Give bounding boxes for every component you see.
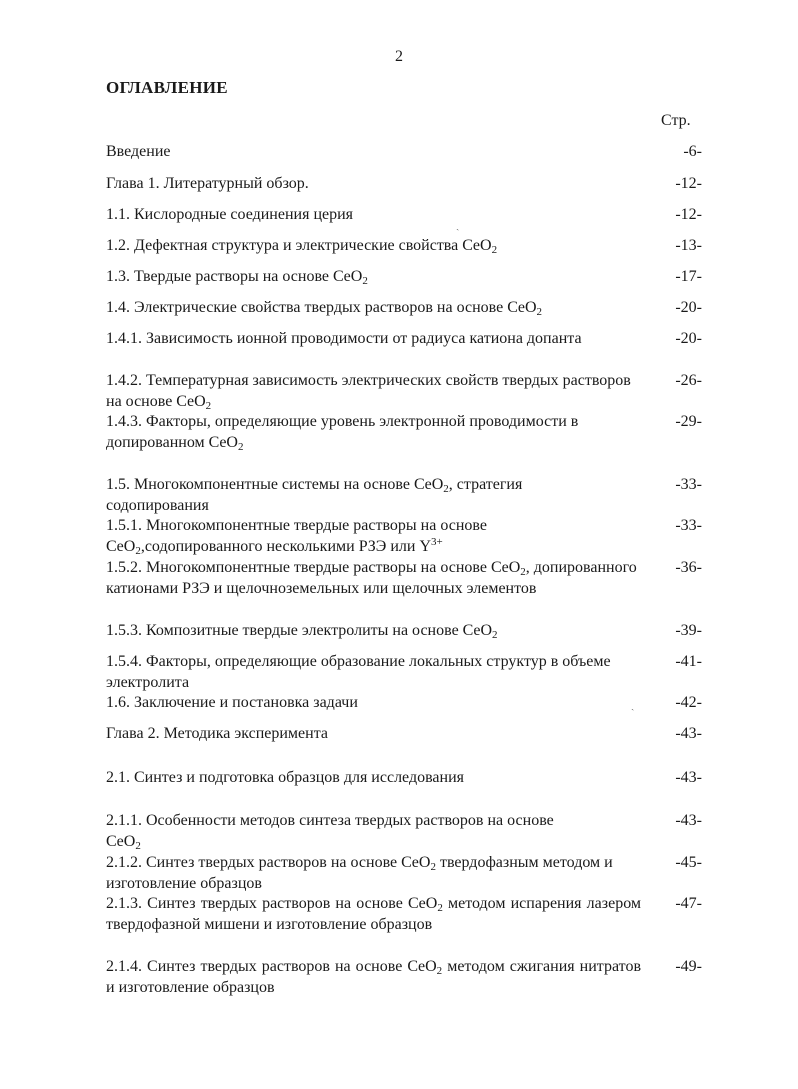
toc-entry-page: -43-: [675, 812, 702, 829]
toc-entry-page: -45-: [675, 854, 702, 871]
formula-ceo2: CeO$_2$: [490, 559, 526, 578]
toc-entry-text: 2.1.2. Синтез твердых растворов на основе CeO$_2$ твердофазным методом и изготовление образцов: [106, 854, 613, 892]
toc-entry-page: -42-: [675, 694, 702, 711]
toc-entry-page: -29-: [675, 413, 702, 430]
toc-entry-text: 1.6. Заключение и постановка задачи: [106, 694, 358, 711]
toc-entry-text: 1.5. Многокомпонентные системы на основе CeO$_2$, стратегия содопирования: [106, 476, 523, 514]
toc-entry-page: -12-: [675, 206, 702, 223]
toc-entry-text: 1.4.1. Зависимость ионной проводимости от радиуса катиона допанта: [106, 330, 582, 347]
toc-entry-page: -26-: [675, 372, 702, 389]
toc-entry-page: -17-: [675, 268, 702, 285]
formula-ceo2: CeO$_2$: [413, 476, 449, 495]
toc-entry-text: 1.5.2. Многокомпонентные твердые растворы на основе CeO$_2$, допированного катионами РЗЭ и щелочноземельных или щелочных элементов: [106, 559, 637, 597]
toc-entry-text: 2.1.4. Синтез твердых растворов на основе CeO$_2$ методом сжигания нитратов и изготовление образцов: [106, 958, 641, 996]
toc-entry-page: -49-: [675, 958, 702, 975]
formula-ceo2: CeO$_2$: [208, 433, 244, 453]
toc-entry-page: -43-: [675, 769, 702, 786]
toc-entry-text: 2.1. Синтез и подготовка образцов для исследования: [106, 769, 465, 786]
formula-ceo2: CeO$_2$: [106, 537, 141, 557]
toc-entry-text: Глава 2. Методика эксперимента: [106, 725, 328, 742]
toc-entry-page: -33-: [675, 517, 702, 534]
formula-y3: $Y^{3+}$: [419, 535, 443, 555]
toc-entry-page: -12-: [675, 175, 702, 192]
formula-ceo2: CeO$_2$: [507, 299, 543, 318]
toc-entry-text: Глава 1. Литературный обзор.: [106, 175, 309, 192]
toc-entry-page: -36-: [675, 559, 702, 576]
toc-entry-text: 1.4.2. Температурная зависимость электрических свойств твердых растворов на основе CeO$_2$: [106, 372, 631, 412]
formula-ceo2: CeO$_2$: [407, 958, 443, 977]
toc-entry-text: 1.5.4. Факторы, определяющие образование локальных структур в объеме электролита: [106, 653, 611, 691]
formula-ceo2: CeO$_2$: [333, 268, 368, 287]
toc-entry-page: -39-: [675, 622, 702, 639]
toc-entry-text: 1.5.3. Композитные твердые электролиты на основе CeO$_2$: [106, 622, 498, 641]
toc-entry-page: -47-: [675, 895, 702, 912]
toc-entry-page: -20-: [675, 330, 702, 347]
page-number: 2: [395, 48, 403, 65]
formula-ceo2: CeO$_2$: [462, 237, 498, 256]
toc-entry-page: -41-: [675, 653, 702, 670]
toc-entry-text: 1.3. Твердые растворы на основе CeO$_2$: [106, 268, 368, 287]
toc-entry-text: 1.2. Дефектная структура и электрические свойства CeO$_2$: [106, 237, 498, 256]
toc-entry-page: -6-: [683, 143, 702, 160]
toc-title: ОГЛАВЛЕНИЕ: [106, 78, 228, 97]
formula-ceo2: CeO$_2$: [408, 895, 443, 914]
formula-ceo2: CeO$_2$: [106, 832, 141, 852]
toc-entry-page: -13-: [675, 237, 702, 254]
toc-entry-text: Введение: [106, 143, 171, 160]
toc-entry-page: -33-: [675, 476, 702, 493]
formula-ceo2: CeO$_2$: [462, 622, 498, 641]
toc-entry-text: 1.4.3. Факторы, определяющие уровень электронной проводимости в допированном CeO$_2$: [106, 413, 579, 453]
toc-entry-page: -20-: [675, 299, 702, 316]
toc-entry-page: -43-: [675, 725, 702, 742]
scan-speck: ˎ: [631, 700, 635, 711]
formula-ceo2: CeO$_2$: [176, 392, 212, 412]
pages-column-header: Стр.: [661, 112, 691, 129]
toc-entry-text: 1.5.1. Многокомпонентные твердые растворы на основе CeO$_2$,содопированного несколькими РЗЭ или $Y^{3+}$: [106, 517, 487, 557]
formula-ceo2: CeO$_2$: [401, 854, 436, 873]
toc-entry-text: 2.1.3. Синтез твердых растворов на основе CeO$_2$ методом испарения лазером твердофазной мишени и изготовление образцов: [106, 895, 642, 933]
toc-entry-text: 1.4. Электрические свойства твердых растворов на основе CeO$_2$: [106, 299, 543, 318]
scan-speck: ˏ: [456, 220, 460, 231]
toc-entry-text: 2.1.1. Особенности методов синтеза твердых растворов на основе CeO$_2$: [106, 812, 554, 852]
toc-entry-text: 1.1. Кислородные соединения церия: [106, 206, 354, 223]
